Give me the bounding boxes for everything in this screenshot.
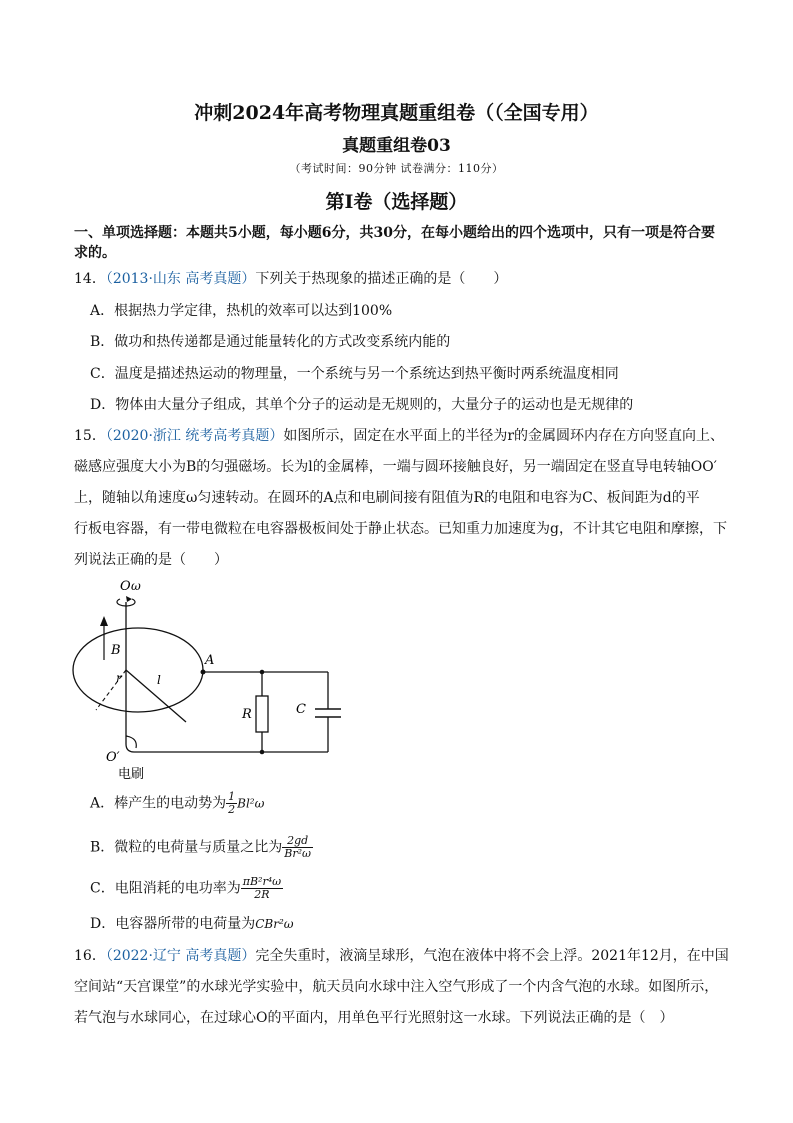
- label-c: C: [296, 702, 306, 717]
- option-formula: CBr²ω: [255, 917, 294, 931]
- label-o-prime: O′: [106, 750, 120, 765]
- fraction: [226, 791, 237, 816]
- section-heading-line1: 一、单项选择题：本题共5小题，每小题6分，共30分，在每小题给出的四个选项中，只有一项是符合要: [74, 225, 715, 241]
- q14-option-c: C．温度是描述热运动的物理量，一个系统与另一个系统达到热平衡时两系统温度相同: [90, 366, 619, 382]
- question-number: 14．: [74, 271, 106, 287]
- option-formula: Bl²ω: [237, 796, 265, 811]
- label-r-resistor: R: [242, 707, 252, 722]
- junction-top: [260, 670, 265, 675]
- label-omega: ω: [131, 579, 141, 593]
- resistor: [256, 696, 268, 732]
- q14-option-a: A．根据热力学定律，热机的效率可以达到100%: [90, 303, 393, 319]
- option-text: A．棒产生的电动势为: [90, 795, 227, 812]
- question-15-line3: 上，随轴以角速度ω匀速转动。在圆环的A点和电刷间接有阻值为R的电阻和电容为C、板间距为d的平: [74, 490, 700, 506]
- main-title: 冲刺2024年高考物理真题重组卷（（全国专用）: [194, 102, 599, 124]
- part-title: 第I卷（选择题）: [325, 191, 468, 213]
- q15-option-a: [90, 791, 264, 816]
- label-brush: 电刷: [118, 767, 145, 782]
- fraction-denominator: Br²ω: [284, 847, 312, 860]
- question-text: 下列关于热现象的描述正确的是（ ）: [255, 271, 508, 287]
- fraction-denominator: 2R: [254, 888, 270, 901]
- question-16-line1: [74, 948, 729, 964]
- label-r: r: [116, 671, 122, 685]
- question-15-line4: 行板电容器，有一带电微粒在电容器极板间处于静止状态。已知重力加速度为g，不计其它电阻和摩擦，下: [74, 521, 727, 537]
- question-16-line3: 若气泡与水球同心，在过球心O的平面内，用单色平行光照射这一水球。下列说法正确的是（ ）: [74, 1010, 674, 1026]
- exam-info: （考试时间：90分钟 试卷满分：110分）: [289, 162, 504, 175]
- label-o: O: [120, 579, 131, 594]
- option-text: C．电阻消耗的电功率为: [90, 880, 241, 897]
- question-text: 如图所示，固定在水平面上的半径为r的金属圆环内存在方向竖直向上、: [283, 428, 725, 444]
- option-text: D．电容器所带的电荷量为: [90, 916, 256, 932]
- brush: [126, 736, 136, 748]
- fraction-numerator: 2gd: [282, 835, 313, 848]
- q15-option-d: [90, 916, 294, 932]
- question-14-stem: [74, 271, 507, 287]
- question-15-line1: [74, 428, 724, 444]
- question-15-line2: 磁感应强度大小为B的匀强磁场。长为l的金属棒，一端与圆环接触良好，另一端固定在竖直导电转轴OO′: [74, 459, 717, 475]
- fraction-numerator: πB²r⁴ω: [242, 875, 282, 888]
- label-b: B: [111, 643, 121, 658]
- wire-bottom: [126, 744, 328, 752]
- question-source: （2013·山东 高考真题）: [105, 271, 256, 287]
- subtitle: 真题重组卷03: [342, 136, 451, 156]
- fraction-numerator: 1: [228, 790, 236, 803]
- question-source: （2020·浙江 统考高考真题）: [105, 428, 284, 444]
- option-text: B．微粒的电荷量与质量之比为: [90, 839, 283, 856]
- label-a: A: [205, 653, 215, 668]
- label-l: l: [157, 673, 161, 687]
- question-number: 16．: [74, 948, 106, 964]
- fraction-denominator: 2: [228, 803, 236, 816]
- question-15-line5: 列说法正确的是（ ）: [74, 552, 228, 568]
- section-heading-line2: 求的。: [74, 245, 116, 261]
- q15-option-b: [90, 835, 313, 860]
- question-16-line2: 空间站“天宫课堂”的水球光学实验中，航天员向水球中注入空气形成了一个内含气泡的水球。如图所示，: [74, 979, 719, 995]
- q15-circuit-figure: [60, 572, 350, 782]
- metal-rod: [126, 670, 186, 722]
- q14-option-b: B．做功和热传递都是通过能量转化的方式改变系统内能的: [90, 334, 451, 350]
- q15-option-c: [90, 876, 283, 901]
- fraction: [241, 876, 283, 901]
- metal-ring: [73, 628, 203, 712]
- field-arrowhead-icon: [100, 616, 108, 626]
- question-source: （2022·辽宁 高考真题）: [105, 948, 256, 964]
- q14-option-d: D．物体由大量分子组成，其单个分子的运动是无规则的，大量分子的运动也是无规律的: [90, 397, 634, 413]
- rotation-arrowhead-icon: [126, 596, 132, 602]
- fraction: [282, 835, 313, 860]
- question-number: 15．: [74, 428, 106, 444]
- question-text: 完全失重时，液滴呈球形，气泡在液体中将不会上浮。2021年12月，在中国: [255, 948, 729, 964]
